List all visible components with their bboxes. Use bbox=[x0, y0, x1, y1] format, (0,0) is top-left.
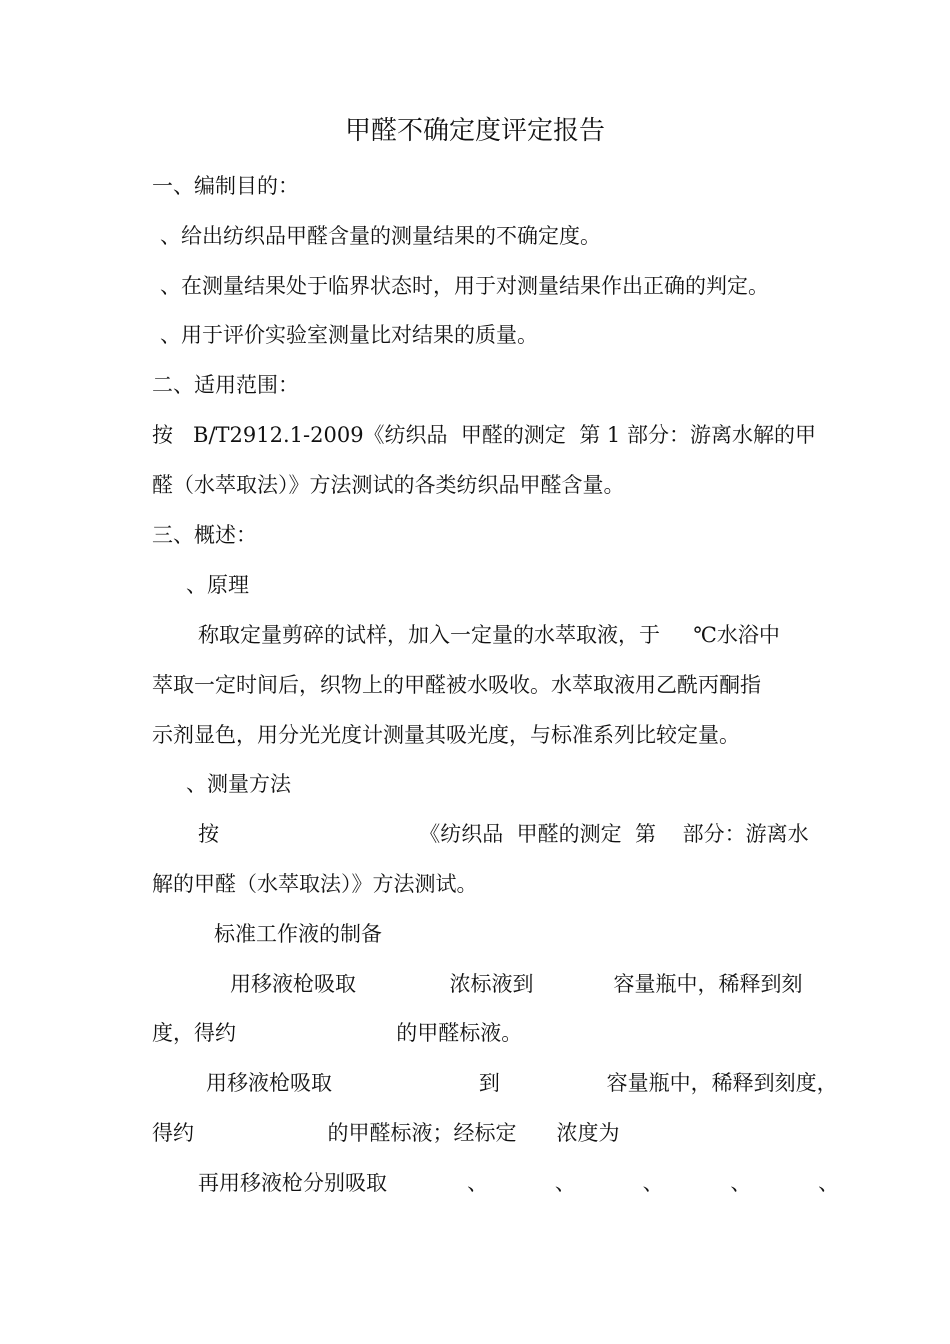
principle-line-1: 称取定量剪碎的试样，加入一定量的水萃取液，于 ℃水浴中 bbox=[198, 623, 780, 647]
section-heading-purpose: 一、编制目的： bbox=[152, 174, 299, 198]
subheading-method: 、测量方法 bbox=[186, 772, 291, 796]
subheading-standard-solution: 标准工作液的制备 bbox=[214, 922, 382, 946]
standard-solution-line-5: 再用移液枪分别吸取 、 、 、 、 、 bbox=[198, 1171, 840, 1195]
purpose-item-3: 、用于评价实验室测量比对结果的质量。 bbox=[160, 323, 538, 347]
scope-paragraph-line-2: 醛（水萃取法）》方法测试的各类纺织品甲醛含量。 bbox=[152, 473, 625, 497]
scope-paragraph-line-1: 按 B/T2912.1-2009《纺织品 甲醛的测定 第 1 部分：游离水解的甲 bbox=[152, 423, 816, 447]
purpose-item-1: 、给出纺织品甲醛含量的测量结果的不确定度。 bbox=[160, 224, 601, 248]
section-heading-scope: 二、适用范围： bbox=[152, 373, 299, 397]
standard-solution-line-3: 用移液枪吸取 到 容量瓶中，稀释到刻度， bbox=[206, 1071, 838, 1095]
subheading-principle: 、原理 bbox=[186, 573, 249, 597]
method-line-1: 按 《纺织品 甲醛的测定 第 部分：游离水 bbox=[198, 822, 809, 846]
standard-solution-line-4: 得约 的甲醛标液；经标定 浓度为 bbox=[152, 1121, 620, 1145]
purpose-item-2: 、在测量结果处于临界状态时，用于对测量结果作出正确的判定。 bbox=[160, 274, 769, 298]
standard-solution-line-2: 度，得约 的甲醛标液。 bbox=[152, 1021, 523, 1045]
standard-solution-line-1: 用移液枪吸取 浓标液到 容量瓶中，稀释到刻 bbox=[230, 972, 803, 996]
document-title: 甲醛不确定度评定报告 bbox=[344, 116, 605, 146]
principle-line-2: 萃取一定时间后，织物上的甲醛被水吸收。水萃取液用乙酰丙酮指 bbox=[152, 673, 761, 697]
section-heading-overview: 三、概述： bbox=[152, 523, 257, 547]
method-line-2: 解的甲醛（水萃取法）》方法测试。 bbox=[152, 872, 478, 896]
principle-line-3: 示剂显色，用分光光度计测量其吸光度，与标准系列比较定量。 bbox=[152, 723, 740, 747]
